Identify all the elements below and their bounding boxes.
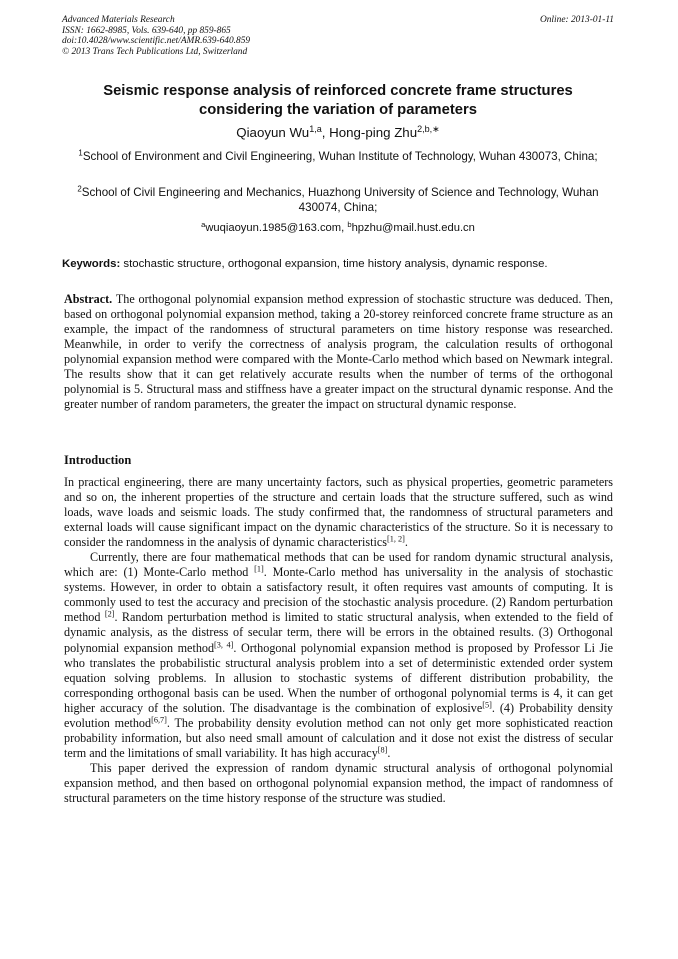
paper-title: [62, 82, 614, 120]
paragraph-text: This paper derived the expression of random dynamic structural analysis of orthogonal polynomial expansion method, and then based on orthogonal polynomial expansion method, the impact of randomness of structural parameters on the time history response of the structure was studied.: [64, 760, 613, 805]
paragraph: [64, 550, 613, 761]
title-line-1: Seismic response analysis of reinforced concrete frame structures: [103, 83, 573, 99]
email-mark: a: [201, 219, 206, 229]
affiliation-2: [62, 185, 614, 215]
paragraph-text: . The probability density evolution method can not only get more sophisticated reaction probability information, but also need small amount of calculation and it dose not exist the distress of secular term and the limitations of small variability. It has high accuracy: [64, 715, 613, 760]
author-affiliation-mark: 1,a: [309, 124, 322, 135]
affiliation-text: School of Civil Engineering and Mechanics, Huazhong University of Science and Technology, Wuhan 430074, China;: [81, 186, 599, 214]
author-emails: [62, 221, 614, 236]
paragraph-text: .: [387, 745, 391, 760]
paragraph: [64, 761, 613, 806]
citation: [6,7]: [151, 715, 167, 725]
affiliation-mark: 1: [78, 148, 83, 158]
affiliation-text: School of Environment and Civil Engineering, Wuhan Institute of Technology, Wuhan 430073, China;: [82, 150, 598, 163]
citation: [5]: [482, 700, 492, 710]
copyright-line: © 2013 Trans Tech Publications Ltd, Switzerland: [62, 46, 248, 57]
keywords-text: stochastic structure, orthogonal expansion, time history analysis, dynamic response.: [120, 258, 548, 270]
citation: [1, 2]: [386, 534, 405, 544]
paragraph-text: . (4) Probability density evolution method: [64, 700, 613, 730]
affiliation-1: [62, 149, 614, 164]
online-date: Online: 2013-01-11: [539, 15, 614, 25]
paragraph-text: Currently, there are four mathematical methods that can be used for random dynamic structural analysis, which are: (1) Monte-Carlo method: [64, 550, 613, 580]
doi-line: doi:10.4028/www.scientific.net/AMR.639-640.859: [62, 36, 251, 47]
paragraph-text: .: [404, 535, 408, 550]
author-list: [62, 124, 614, 141]
title-line-2: considering the variation of parameters: [199, 102, 477, 118]
affiliation-mark: 2: [77, 184, 82, 194]
paragraph-text: . Random perturbation method is limited to static structural analysis, when extended to the field of dynamic analysis, as the distress of secular term, there will be errors in the obtained results. (3) Orthogonal polynomial expansion method: [64, 610, 613, 655]
email-link[interactable]: hpzhu@mail.hust.edu.cn: [351, 222, 475, 234]
paragraph-text: In practical engineering, there are many uncertainty factors, such as physical properties, geometric parameters and so on, the inherent properties of the structure and certain loads that the structure suffered, such as wind loads, wave loads and seismic loads. The study confirmed that, the randomness of structural parameters and external loads will cause significant impact on the dynamic characteristics of the structure. So it is necessary to consider the randomness in the analysis of dynamic characteristics: [64, 475, 613, 550]
introduction-body: [64, 475, 613, 806]
section-heading: Introduction: [64, 453, 132, 467]
citation: [8]: [377, 745, 388, 755]
author-name: Qiaoyun Wu: [236, 125, 310, 140]
email-link[interactable]: wuqiaoyun.1985@163.com: [205, 222, 342, 234]
journal-name: Advanced Materials Research: [62, 15, 175, 25]
citation: [3, 4]: [214, 639, 234, 649]
citation: [1]: [254, 564, 264, 574]
author-separator: ,: [321, 125, 330, 140]
paragraph-text: . Orthogonal polynomial expansion method is proposed by Professor Li Jie who translates the probabilistic structural analysis problem into a set of deterministic extended order system equation solving problems. In allusion to stochastic systems of different distribution probability, the corresponding orthogonal basis can be used. When the number of orthogonal polynomial terms is 4, it can get higher accuracy of the solution. The disadvantage is the combination of explosive: [64, 640, 614, 715]
citation: [2]: [104, 609, 115, 619]
issn-line: ISSN: 1662-8985, Vols. 639-640, pp 859-865: [62, 25, 231, 36]
abstract: [64, 292, 613, 412]
abstract-text: The orthogonal polynomial expansion method expression of stochastic structure was deduced. Then, based on orthogonal polynomial expansion method, taking a 20-storey reinforced concrete frame structure as an example, the impact of the randomness of structural parameters on time history response was researched. Meanwhile, in order to verify the correctness of analysis program, the calculation results of orthogonal polynomial expansion method were compared with the Monte-Carlo method which based on Newmark integral. The results show that it can get relatively accurate results when the number of terms of the orthogonal polynomial is 5. Structural mass and stiffness have a greater impact on the structural dynamic response. And the greater number of random parameters, the greater the impact on structural dynamic response.: [64, 292, 613, 412]
keywords: [62, 257, 614, 272]
author-affiliation-mark: 2,b,∗: [417, 124, 440, 135]
keywords-label: Keywords:: [62, 258, 121, 270]
paragraph: [64, 475, 613, 550]
author-name: Hong-ping Zhu: [329, 125, 418, 140]
abstract-label: Abstract.: [64, 292, 113, 306]
email-separator: ,: [341, 222, 348, 234]
paragraph-text: . Monte-Carlo method has universality in the analysis of stochastic systems. However, in order to obtain a satisfactory result, it often requires vast amounts of computing. It is commonly used to test the accuracy and precision of the stochastic analysis procedure. (2) Random perturbation method: [64, 565, 613, 625]
email-mark: b: [347, 219, 352, 229]
journal-header: [62, 15, 614, 57]
